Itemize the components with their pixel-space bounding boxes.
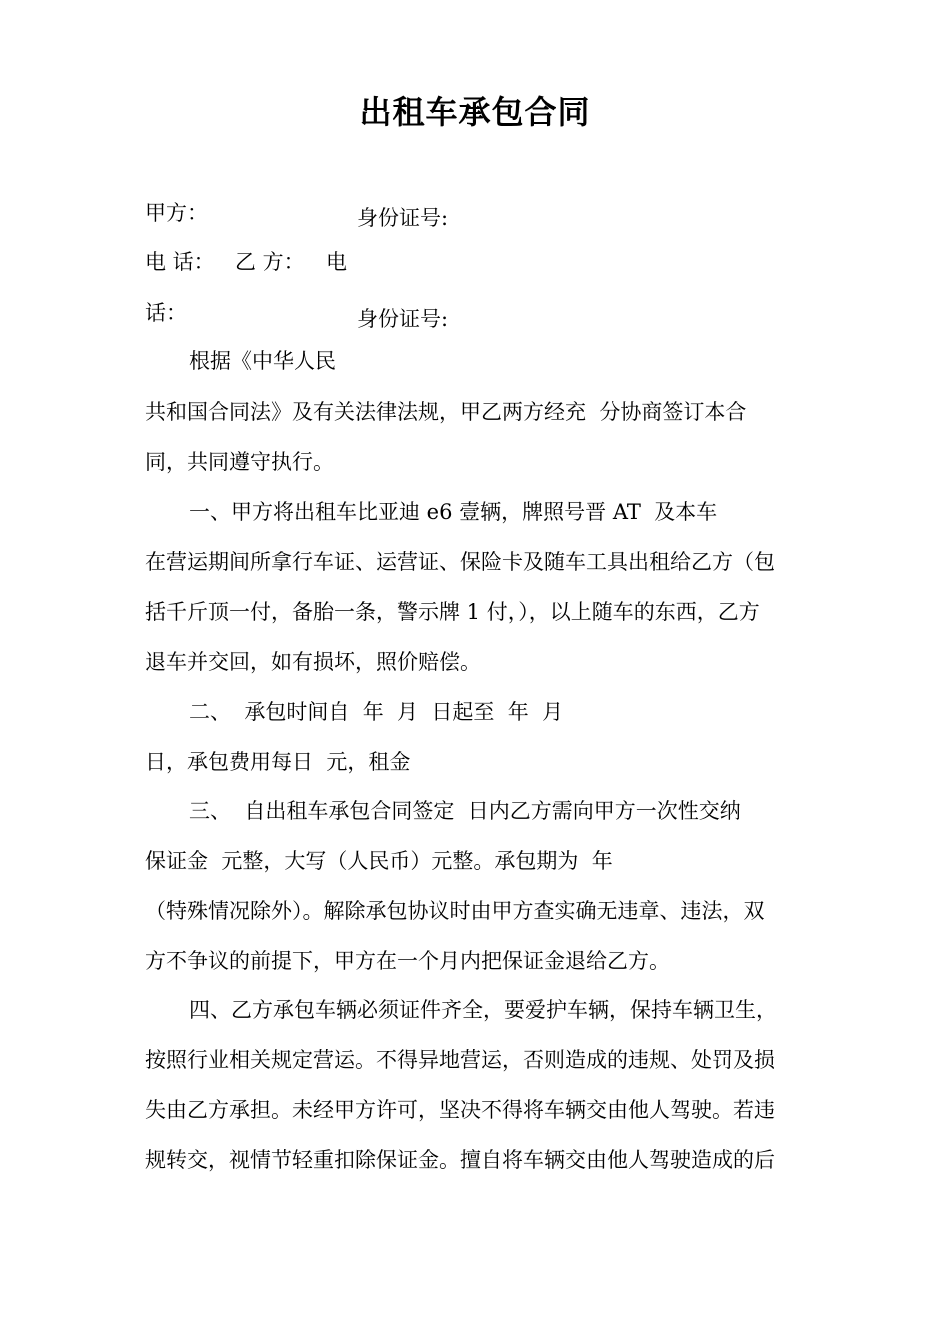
clause-1-line: 退车并交回，如有损坏，照价赔偿。 (145, 650, 481, 674)
clause-3-line: 三、 自出租车承包合同签定 日内乙方需向甲方一次性交纳 (189, 799, 741, 823)
phone-label-b-part1: 电 (326, 250, 347, 274)
phone-label-a: 电 话： (145, 250, 215, 274)
party-b-label: 乙 方： (235, 250, 305, 274)
clause-4-line: 按照行业相关规定营运。不得异地营运，否则造成的违规、处罚及损 (145, 1048, 775, 1072)
preamble-line: 共和国合同法》及有关法律法规，甲乙两方经充 分协商签订本合 (145, 400, 747, 424)
clause-3-line: 保证金 元整，大写（人民币）元整。承包期为 年 (145, 849, 613, 873)
clause-4-line: 规转交，视情节轻重扣除保证金。擅自将车辆交由他人驾驶造成的后 (145, 1148, 775, 1172)
preamble-line: 根据《中华人民 (189, 349, 336, 373)
clause-4-line: 失由乙方承担。未经甲方许可，坚决不得将车辆交由他人驾驶。若违 (145, 1098, 775, 1122)
phone-label-b-part2: 话： (145, 301, 187, 325)
id-number-label-a: 身份证号: (357, 206, 449, 230)
clause-2-line: 日，承包费用每日 元，租金 (145, 750, 411, 774)
document-title: 出租车承包合同 (359, 93, 591, 131)
clause-3-line: （特殊情况除外）。解除承包协议时由甲方查实确无违章、违法，双 (145, 899, 765, 923)
clause-1-line: 一、甲方将出租车比亚迪 e6 壹辆，牌照号晋 AT 及本车 (189, 500, 718, 524)
clause-4-line: 四、乙方承包车辆必须证件齐全，要爱护车辆，保持车辆卫生， (189, 998, 777, 1022)
clause-2-line: 二、 承包时间自 年 月 日起至 年 月 (189, 700, 564, 724)
clause-1-line: 括千斤顶一付，备胎一条，警示牌 1 付，），以上随车的东西，乙方 (145, 600, 760, 624)
preamble-line: 同，共同遵守执行。 (145, 450, 334, 474)
party-a-label: 甲方： (145, 201, 208, 225)
id-number-label-b: 身份证号: (357, 307, 449, 331)
clause-3-line: 方不争议的前提下，甲方在一个月内把保证金退给乙方。 (145, 949, 670, 973)
clause-1-line: 在营运期间所拿行车证、运营证、保险卡及随车工具出租给乙方（包 (145, 550, 775, 574)
